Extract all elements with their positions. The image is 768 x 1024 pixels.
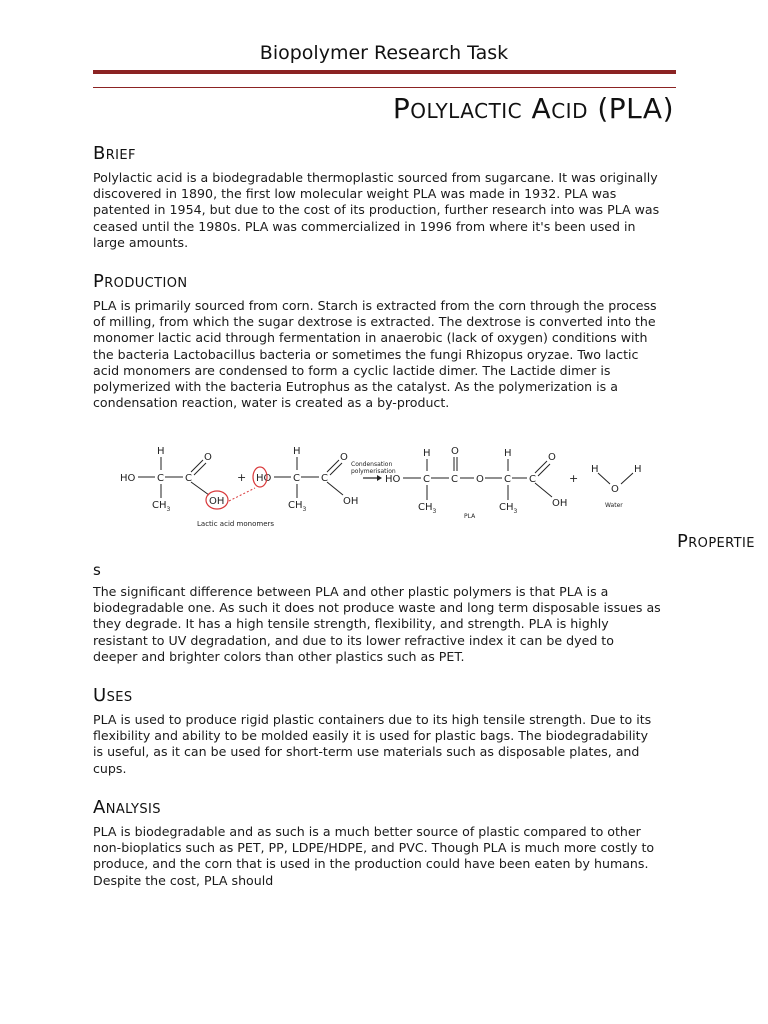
- diagram-h: H: [157, 446, 165, 457]
- text-line: produce, and the corn that is used in the production could have been eaten by humans.: [93, 856, 649, 872]
- text-line: resistant to UV degradation, and due to its lower refractive index it can be dyed to: [93, 632, 614, 648]
- diagram-ch3: $CH_3$: [418, 502, 437, 515]
- diagram-ch3: $CH_3$: [499, 502, 518, 515]
- text-line: is useful, as it can be used for short-term use materials such as disposable plates, and: [93, 744, 640, 760]
- heading-production: Production: [93, 271, 188, 292]
- text-line: The significant difference between PLA and other plastic polymers is that PLA is a: [93, 584, 609, 599]
- diagram-h: H: [591, 464, 599, 475]
- diagram-ho: HO: [256, 473, 272, 484]
- header-rule-thick: [93, 70, 676, 74]
- water-label: Water: [605, 502, 623, 509]
- diagram-o: O: [548, 452, 556, 463]
- text-line: cups.: [93, 760, 127, 776]
- diagram-ch3: $CH_3$: [288, 500, 307, 513]
- text-line: PLA is biodegradable and as such is a much better source of plastic compared to other: [93, 824, 641, 839]
- text-line: polymerized with the bacteria Eutrophus as the catalyst. As the polymerization is a: [93, 379, 618, 395]
- diagram-h: H: [423, 448, 431, 459]
- heading-analysis: Analysis: [93, 797, 161, 818]
- diagram-h: H: [504, 448, 512, 459]
- lactic-acid-monomers-label: Lactic acid monomers: [197, 520, 275, 528]
- diagram-o: O: [611, 484, 619, 495]
- diagram-o: O: [476, 474, 484, 485]
- diagram-plus: +: [237, 471, 247, 484]
- diagram-h: H: [293, 446, 301, 457]
- text-line: PLA is used to produce rigid plastic containers due to its high tensile strength. Due to its: [93, 712, 652, 727]
- diagram-ho: HO: [120, 473, 136, 484]
- heading-properties: Propertie: [677, 531, 755, 552]
- text-line: condensation reaction, water is created as a by-product.: [93, 395, 450, 411]
- diagram-o: O: [451, 446, 459, 457]
- text-line: ceased until the 1980s. PLA was commercialized in 1996 from where it's been used in: [93, 218, 636, 234]
- text-line: patented in 1954, but due to the cost of its production, further research into was PLA was: [93, 202, 660, 218]
- diagram-c: C: [423, 474, 430, 485]
- diagram-h: H: [634, 464, 642, 475]
- paragraph-analysis: [93, 824, 683, 889]
- text-line: discovered in 1890, the first low molecular weight PLA was made in 1932. PLA was: [93, 186, 617, 202]
- diagram-c: C: [451, 474, 458, 485]
- arrow-label: Condensation: [351, 461, 393, 468]
- text-line: the bacteria Lactobacillus bacteria or sometimes the fungi Rhizopus oryzae. Two lactic: [93, 346, 639, 362]
- heading-brief: Brief: [93, 143, 136, 164]
- document-title: Polylactic Acid (PLA): [392, 92, 674, 125]
- text-line: flexibility and ability to be molded easily it is used for plastic bags. The biodegradability: [93, 728, 649, 744]
- text-line: monomer lactic acid through fermentation in anaerobic (lack of oxygen) conditions with: [93, 330, 648, 346]
- heading-properties-tail: s: [93, 561, 101, 579]
- text-line: Polylactic acid is a biodegradable thermoplastic sourced from sugarcane. It was originally: [93, 170, 658, 185]
- diagram-o: O: [204, 452, 212, 463]
- paragraph-properties: [93, 584, 683, 665]
- header-title: Biopolymer Research Task: [259, 42, 509, 64]
- diagram-c: C: [321, 473, 328, 484]
- pla-label: PLA: [464, 513, 476, 520]
- diagram-oh: OH: [209, 496, 225, 507]
- paragraph-brief: [93, 170, 683, 251]
- diagram-c: C: [185, 473, 192, 484]
- diagram-plus: +: [569, 472, 579, 485]
- text-line: deeper and brighter colors than other plastics such as PET.: [93, 648, 465, 664]
- text-line: non-bioplatics such as PET, PP, LDPE/HDPE, and PVC. Though PLA is much more costly to: [93, 840, 655, 856]
- text-line: biodegradable one. As such it does not produce waste and long term disposable issues as: [93, 600, 661, 616]
- paragraph-uses: [93, 712, 683, 777]
- text-line: acid monomers are condensed to form a cyclic lactide dimer. The Lactide dimer is: [93, 362, 611, 378]
- diagram-oh: OH: [343, 496, 359, 507]
- text-line: Despite the cost, PLA should: [93, 872, 274, 888]
- text-line: PLA is primarily sourced from corn. Starch is extracted from the corn through the process: [93, 298, 657, 313]
- diagram-c: C: [504, 474, 511, 485]
- header-rule-thin: [93, 87, 676, 88]
- text-line: of milling, from which the sugar dextrose is extracted. The dextrose is converted into the: [93, 314, 656, 330]
- diagram-c: C: [529, 474, 536, 485]
- diagram-ch3: $CH_3$: [152, 500, 171, 513]
- diagram-o: O: [340, 452, 348, 463]
- diagram-oh: OH: [552, 498, 568, 509]
- arrow-label: polymerisation: [351, 468, 396, 475]
- text-line: they degrade. It has a high tensile strength, flexibility, and strength. PLA is highly: [93, 616, 609, 632]
- paragraph-production: [93, 298, 683, 411]
- text-line: large amounts.: [93, 234, 189, 250]
- diagram-c: C: [157, 473, 164, 484]
- heading-uses: Uses: [93, 685, 133, 706]
- diagram-ho: HO: [385, 474, 401, 485]
- diagram-c: C: [293, 473, 300, 484]
- pla-condensation-diagram: [115, 438, 675, 538]
